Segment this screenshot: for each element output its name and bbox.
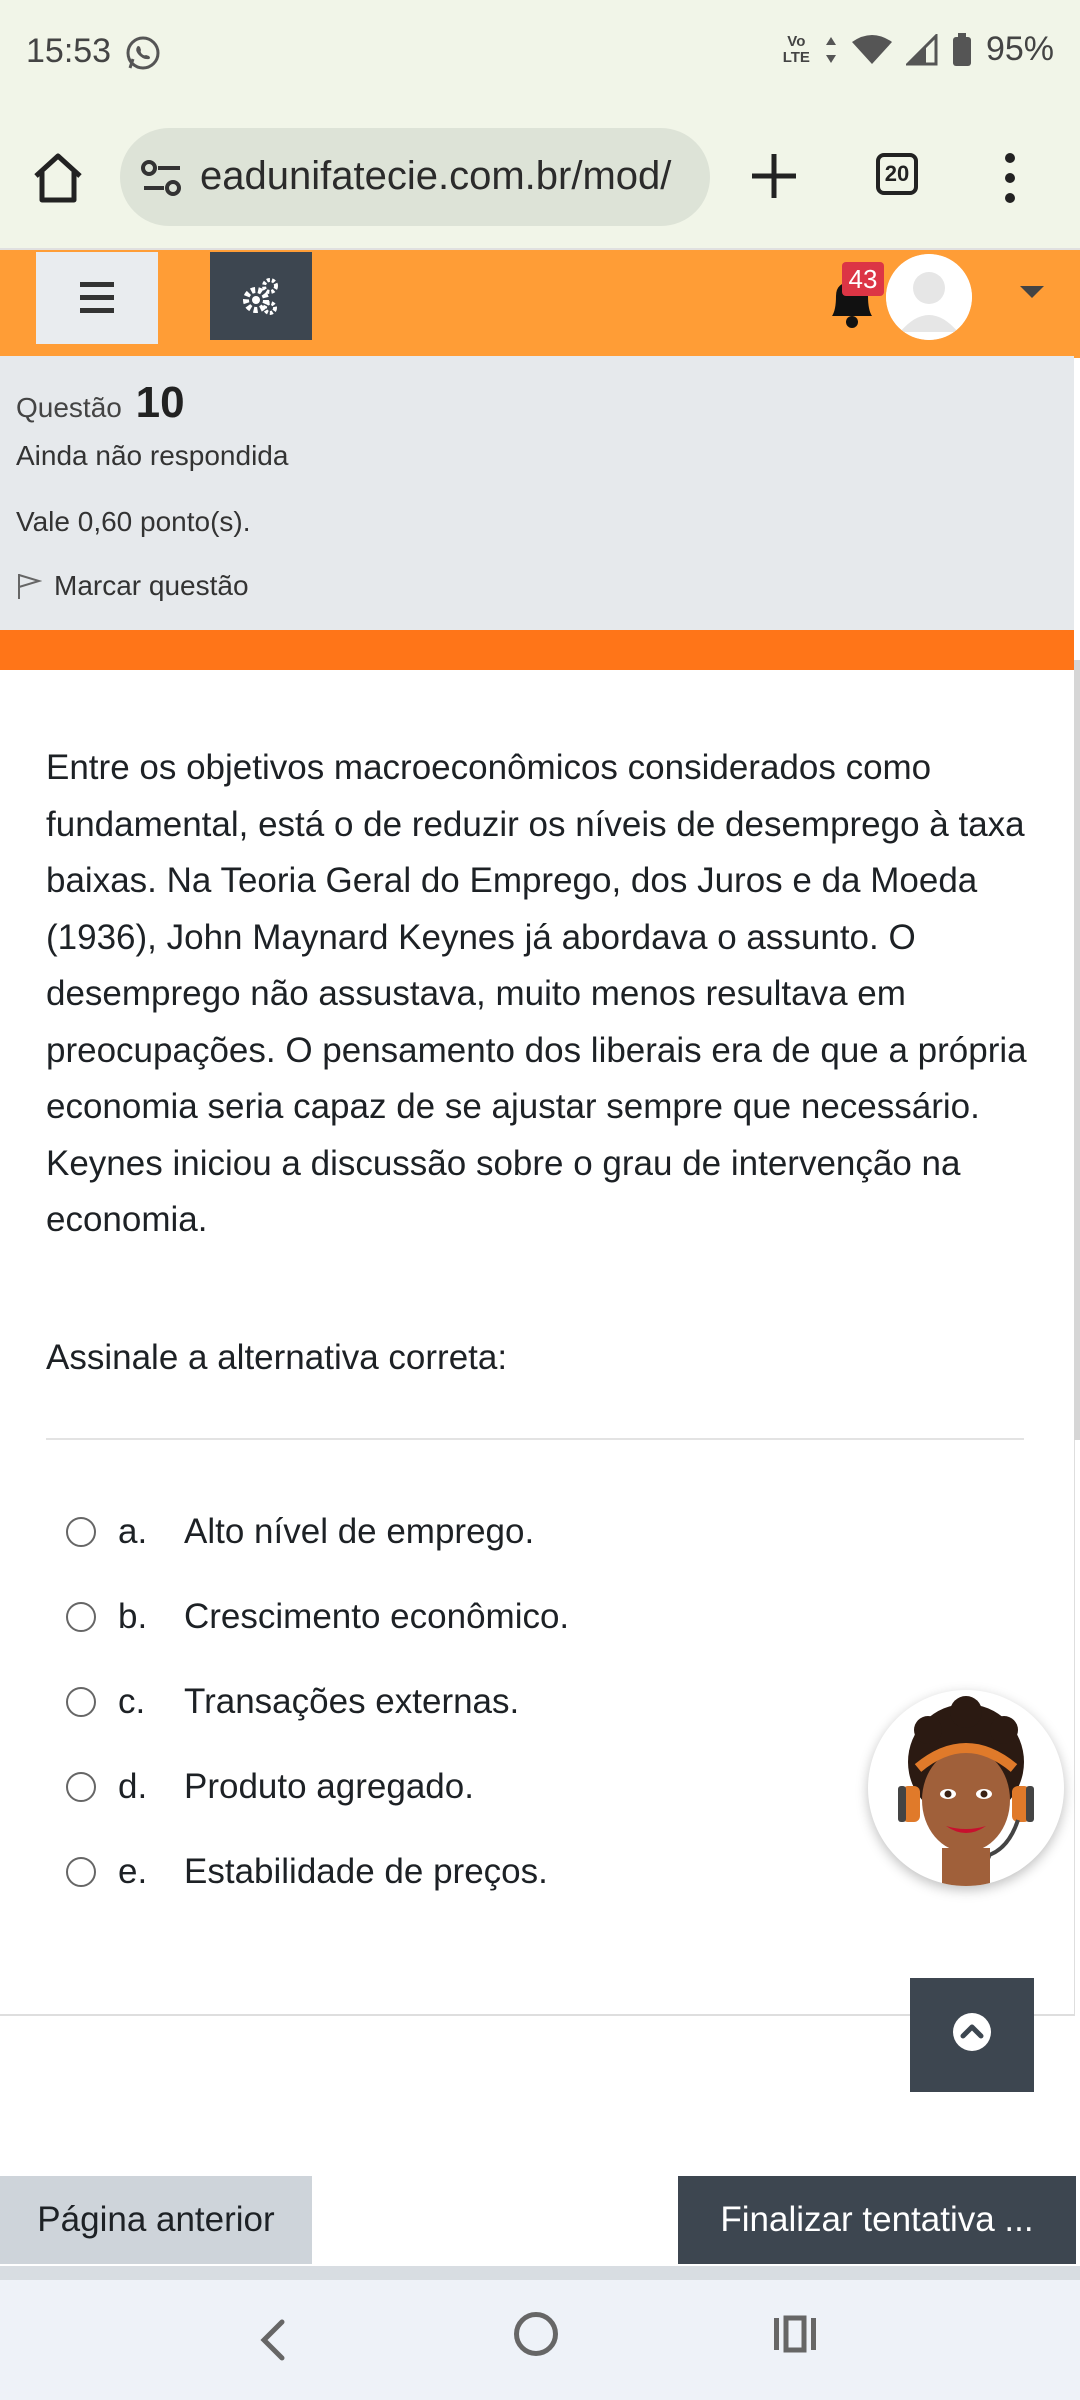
question-heading <box>16 378 185 428</box>
question-info-panel <box>0 356 1074 630</box>
question-grade: Vale 0,60 ponto(s). <box>16 506 251 537</box>
battery-icon <box>952 33 972 67</box>
flag-question-label[interactable]: Marcar questão <box>54 570 249 601</box>
recent-apps-icon[interactable] <box>772 2314 818 2354</box>
drawer-toggle-button[interactable] <box>36 252 158 344</box>
back-to-top-button[interactable] <box>910 1978 1034 2092</box>
question-prompt: Assinale a alternativa correta: <box>46 1338 508 1377</box>
signal-icon <box>906 34 938 66</box>
question-number: 10 <box>135 378 185 427</box>
hamburger-icon-line <box>80 308 114 313</box>
answer-option-d[interactable] <box>66 1757 474 1817</box>
option-text[interactable]: Crescimento econômico. <box>184 1597 570 1636</box>
radio-button[interactable] <box>66 1517 96 1547</box>
volte-label: Vo <box>787 32 806 50</box>
radio-button[interactable] <box>66 1772 96 1802</box>
wifi-icon <box>852 34 892 66</box>
option-text[interactable]: Estabilidade de preços. <box>184 1852 548 1891</box>
settings-button[interactable] <box>210 252 312 340</box>
flag-icon <box>16 572 42 600</box>
site-navbar <box>0 248 1080 358</box>
finish-attempt-button[interactable]: Finalizar tentativa ... <box>678 2176 1076 2264</box>
home-icon[interactable] <box>30 150 86 206</box>
answer-option-a[interactable] <box>66 1502 534 1562</box>
option-text[interactable]: Alto nível de emprego. <box>184 1512 535 1551</box>
question-state: Ainda não respondida <box>16 440 289 471</box>
option-letter: b. <box>118 1597 148 1636</box>
status-icons <box>783 30 1054 69</box>
battery-percentage: 95% <box>985 30 1054 68</box>
option-letter: c. <box>118 1682 146 1721</box>
status-time: 15:53 <box>26 32 112 70</box>
answer-option-e[interactable] <box>66 1842 548 1902</box>
horizontal-scroll-strip <box>0 2266 1080 2280</box>
whatsapp-icon <box>124 34 162 72</box>
status-bar <box>0 0 1080 108</box>
chevron-up-icon <box>910 1978 1034 2092</box>
user-menu-caret-icon[interactable] <box>1020 286 1044 298</box>
user-avatar[interactable] <box>886 254 972 340</box>
option-letter: e. <box>118 1852 148 1891</box>
hamburger-icon <box>80 282 114 287</box>
volte-indicator <box>783 34 810 66</box>
option-text[interactable]: Produto agregado. <box>184 1767 474 1806</box>
page-scrollbar[interactable] <box>1074 660 1080 1440</box>
answer-option-b[interactable] <box>66 1587 569 1647</box>
radio-button[interactable] <box>66 1857 96 1887</box>
user-silhouette-icon <box>886 254 972 340</box>
url-text[interactable]: eadunifatecie.com.br/mod/ <box>200 154 672 198</box>
question-text: Entre os objetivos macroeconômicos considerados como fundamental, está o de reduzir os níveis de desemprego à taxa baixas. Na Teoria Geral do Emprego, dos Juros e da Moeda (1936), John Maynard Keynes já abordava o assunto. O desemprego não assustava, muito menos resultava em preocupações. O pensamento dos liberais era de que a própria economia seria capaz de se ajustar sempre que necessário. Keynes iniciou a discussão sobre o grau de intervenção na economia. <box>46 748 1027 1239</box>
assistant-avatar-icon <box>868 1690 1064 1886</box>
browser-toolbar <box>0 108 1080 248</box>
radio-button[interactable] <box>66 1687 96 1717</box>
home-circle-icon[interactable] <box>514 2312 558 2356</box>
answer-option-c[interactable] <box>66 1672 519 1732</box>
notification-count-badge: 43 <box>842 262 884 296</box>
site-settings-icon[interactable] <box>140 158 184 198</box>
address-bar[interactable] <box>120 128 710 226</box>
back-icon[interactable] <box>254 2314 290 2366</box>
previous-page-button[interactable]: Página anterior <box>0 2176 312 2264</box>
divider <box>46 1438 1024 1440</box>
data-arrows-icon <box>824 35 838 65</box>
option-text[interactable]: Transações externas. <box>184 1682 520 1721</box>
hamburger-icon-line <box>80 295 114 300</box>
question-label: Questão <box>16 392 122 423</box>
question-header-accent <box>0 630 1074 670</box>
option-letter: d. <box>118 1767 148 1806</box>
option-letter: a. <box>118 1512 148 1551</box>
lte-label: LTE <box>782 48 810 66</box>
flag-question-link[interactable] <box>16 570 249 602</box>
tab-switcher-button[interactable]: 20 <box>876 153 918 195</box>
new-tab-icon[interactable] <box>746 148 802 204</box>
radio-button[interactable] <box>66 1602 96 1632</box>
gears-icon <box>210 252 312 340</box>
system-navigation-bar <box>0 2280 1080 2400</box>
more-options-icon[interactable] <box>1000 152 1020 204</box>
virtual-assistant-button[interactable] <box>868 1690 1064 1886</box>
